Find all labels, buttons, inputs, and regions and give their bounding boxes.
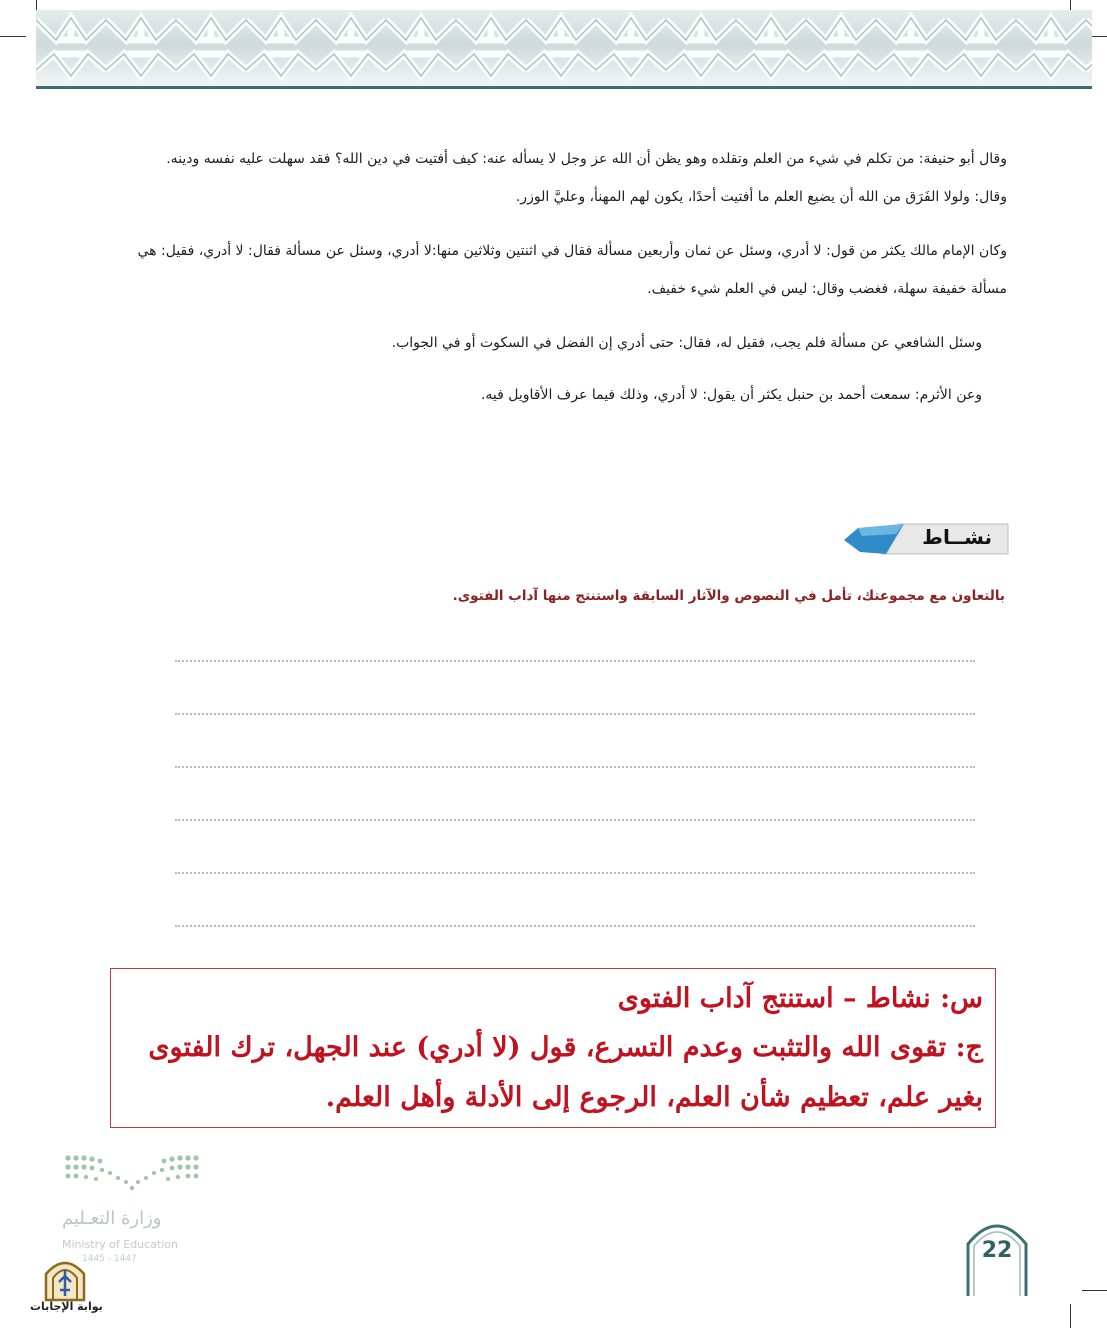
answer-line[interactable] (175, 819, 975, 821)
ministry-name-arabic: وزارة التعـليم (62, 1208, 162, 1229)
crop-mark (0, 36, 26, 37)
crop-mark (1082, 1290, 1107, 1291)
header-rule (36, 86, 1092, 89)
answer-question: س: نشاط – استنتج آداب الفتوى (617, 983, 983, 1014)
bawaba-logo-icon (40, 1256, 90, 1302)
ministry-logo-icon (62, 1150, 202, 1210)
ministry-name-english: Ministry of Education (62, 1238, 179, 1251)
ministry-years: 1445 - 1447 (82, 1254, 137, 1264)
activity-tab (842, 520, 1010, 558)
answer-text: ج: تقوى الله والتثبت وعدم التسرع، قول (لا أدري) عند الجهل، ترك الفتوى بغير علم، تعظيم شأن العلم، الرجوع إلى الأدلة وأهل العلم. (148, 1032, 983, 1113)
activity-prompt: بالتعاون مع مجموعتك، تأمل في النصوص والآثار السابقة واستنتج منها آداب الفتوى. (452, 588, 1005, 604)
crop-mark (1070, 1304, 1071, 1328)
activity-label: نشــاط (922, 525, 992, 549)
header-pattern-banner (36, 10, 1092, 86)
page-number: 22 (981, 1238, 1013, 1263)
site-name: بوابة الإجابات (30, 1300, 103, 1313)
paragraph-shafii: وسئل الشافعي عن مسألة فلم يجب، فقيل له، فقال: حتى أدري إن الفضل في السكوت أو في الجواب. (391, 335, 982, 351)
answer-line[interactable] (175, 766, 975, 768)
paragraph-abu-hanifa: وقال أبو حنيفة: من تكلم في شيء من العلم وتقلده وهو يظن أن الله عز وجل لا يسأله عنه: كيف أفتيت في دين الله؟ فقد سهلت عليه نفسه ودينه. وقال: ولولا الفَرَق من الله أن يضيع العلم ما أفتيت أحدًا، يكون لهم المهنأ، وعليَّ الوزر. (166, 151, 1007, 205)
answer-line[interactable] (175, 660, 975, 662)
answer-box (110, 968, 996, 1128)
answer-line[interactable] (175, 713, 975, 715)
paragraph-malik: وكان الإمام مالك يكثر من قول: لا أدري، وسئل عن ثمان وأربعين مسألة فقال في اثنتين وثلاثين منها:لا أدري، وسئل عن مسألة فقال: لا أدري، فقيل: هي مسألة خفيفة سهلة، فغضب وقال: ليس في العلم شيء خفيف. (137, 243, 1007, 297)
paragraph-athram: وعن الأثرم: سمعت أحمد بن حنبل يكثر أن يقول: لا أدري، وذلك فيما عرف الأقاويل فيه. (480, 387, 982, 403)
crop-mark (36, 0, 37, 10)
answer-line[interactable] (175, 925, 975, 927)
answer-line[interactable] (175, 872, 975, 874)
